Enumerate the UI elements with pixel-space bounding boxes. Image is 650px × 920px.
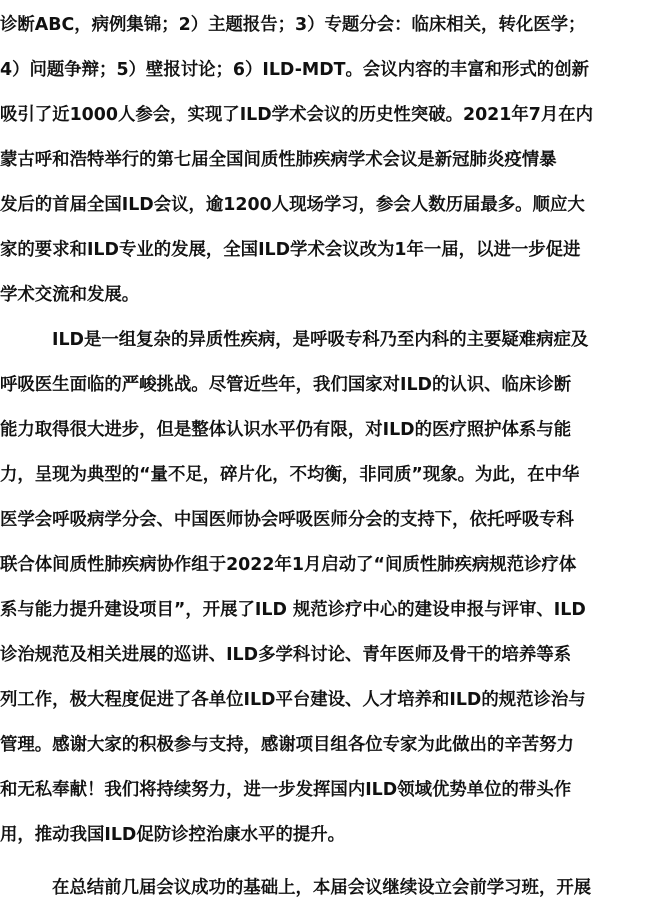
text-line: 医学会呼吸病学分会、中国医师协会呼吸医师分会的支持下，依托呼吸专科 — [0, 510, 574, 530]
text-line: 列工作，极大程度促进了各单位ILD平台建设、人才培养和ILD的规范诊治与 — [0, 690, 586, 710]
paragraph-first-line: ILD是一组复杂的异质性疾病，是呼吸专科乃至内科的主要疑难病症及 — [52, 330, 589, 350]
text-line: 和无私奉献！我们将持续努力，进一步发挥国内ILD领域优势单位的带头作 — [0, 780, 572, 800]
paragraph-first-line: 在总结前几届会议成功的基础上，本届会议继续设立会前学习班，开展 — [52, 878, 592, 898]
text-line: 诊治规范及相关进展的巡讲、ILD多学科讨论、青年医师及骨干的培养等系 — [0, 645, 572, 665]
text-line: 4）问题争辩；5）壁报讨论；6）ILD-MDT。会议内容的丰富和形式的创新 — [0, 60, 589, 80]
text-line: 系与能力提升建设项目”，开展了ILD 规范诊疗中心的建设申报与评审、ILD — [0, 600, 586, 620]
text-line: 诊断ABC，病例集锦；2）主题报告；3）专题分会：临床相关，转化医学； — [0, 15, 586, 35]
text-line: 家的要求和ILD专业的发展，全国ILD学术会议改为1年一届，以进一步促进 — [0, 240, 581, 260]
text-line: 联合体间质性肺疾病协作组于2022年1月启动了“间质性肺疾病规范诊疗体 — [0, 555, 577, 575]
text-line: 呼吸医生面临的严峻挑战。尽管近些年，我们国家对ILD的认识、临床诊断 — [0, 375, 572, 395]
text-line: 用，推动我国ILD促防诊控治康水平的提升。 — [0, 825, 346, 845]
text-line: 力，呈现为典型的“量不足，碎片化，不均衡，非同质”现象。为此，在中华 — [0, 465, 580, 485]
text-line: 吸引了近1000人参会，实现了ILD学术会议的历史性突破。2021年7月在内 — [0, 105, 594, 125]
text-line: 能力取得很大进步，但是整体认识水平仍有限，对ILD的医疗照护体系与能 — [0, 420, 572, 440]
text-line: 管理。感谢大家的积极参与支持，感谢项目组各位专家为此做出的辛苦努力 — [0, 735, 574, 755]
text-line: 发后的首届全国ILD会议，逾1200人现场学习，参会人数历届最多。顺应大 — [0, 195, 585, 215]
text-line: 学术交流和发展。 — [0, 285, 140, 305]
text-line: 蒙古呼和浩特举行的第七届全国间质性肺疾病学术会议是新冠肺炎疫情暴 — [0, 150, 557, 170]
